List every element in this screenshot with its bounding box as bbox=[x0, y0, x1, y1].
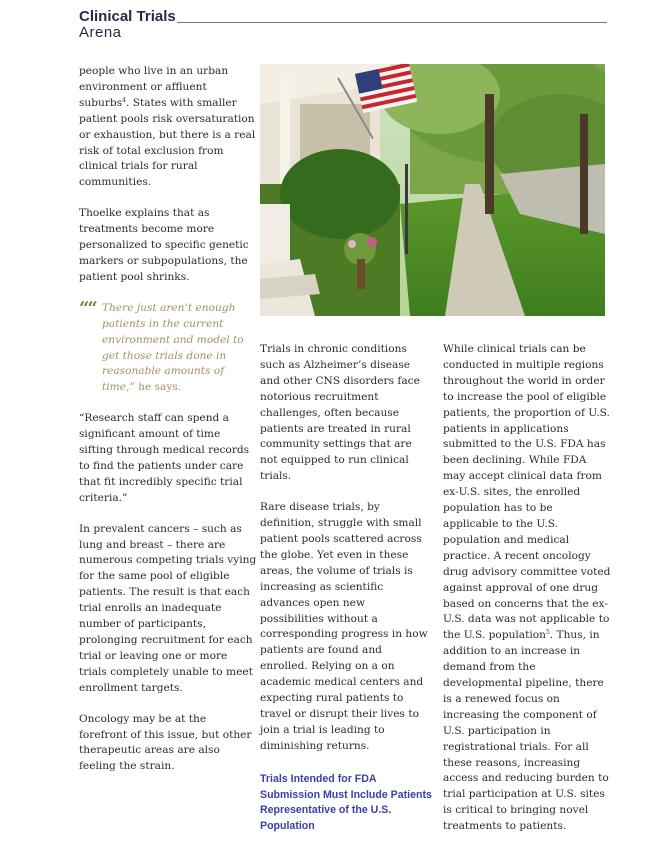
quote-mark-icon: ““ bbox=[79, 297, 96, 319]
article-photo bbox=[260, 64, 605, 316]
paragraph-fda-data bbox=[443, 342, 611, 835]
pull-quote bbox=[79, 297, 257, 396]
paragraph-chronic-conditions: Trials in chronic conditions such as Alzheimer’s disease and other CNS disorders face notorious recruitment challenges, often because patients are treated in rural community settings that are not equipped to run clinical trials. bbox=[260, 343, 420, 483]
flag-porch-sidewalk-photo bbox=[260, 64, 605, 316]
paragraph-thoelke: Thoelke explains that as treatments become more personalized to specific genetic markers or subpopulations, the patient pool shrinks. bbox=[79, 207, 249, 283]
paragraph-text: While clinical trials can be conducted in multiple regions throughout the world in order to increase the pool of eligible patients, the proportion of U.S. patients in applications submitted to the U.S. FDA has been declining. While FDA may accept clinical data from ex-U.S. sites, the enrolled population has to be applicable to the U.S. population and medical practice. A recent oncology drug advisory committee voted against approval of one drug based on concerns that the ex-U.S. data was not applicable to the U.S. population bbox=[443, 343, 611, 642]
paragraph-text: . States with smaller patient pools risk oversaturation or exhaustion, but there is a real risk of total exclusion from clinical trials for rural communities. bbox=[79, 96, 256, 189]
paragraph-text: . Thus, in addition to an increase in demand from the developmental pipeline, there is a renewed focus on increasing the component of U.S. participation in registrational trials. For all these reasons, increasing access and reducing burden to trial participation at U.S. sites is critical to bringing novel treatments to patients. bbox=[443, 629, 609, 833]
paragraph-text: people who live in an urban environment or affluent suburbs bbox=[79, 65, 229, 109]
pull-quote-text: There just aren’t enough patients in the current environment and model to get those trials done in reasonable amounts of time,” bbox=[102, 301, 244, 394]
section-subhead: Trials Intended for FDA Submission Must Include Patients Representative of the U.S. Population bbox=[260, 772, 432, 833]
footnote-ref-5: 5 bbox=[545, 629, 550, 637]
footnote-ref-4: 4 bbox=[122, 96, 126, 104]
masthead-title: Clinical Trials bbox=[79, 8, 176, 25]
column-right bbox=[443, 342, 611, 850]
paragraph-oncology: Oncology may be at the forefront of this issue, but other therapeutic areas are also feeling the strain. bbox=[79, 712, 252, 773]
masthead-rule bbox=[177, 22, 607, 23]
paragraph-research-staff: “Research staff can spend a significant amount of time sifting through medical records to find the patients under care that fit incredibly specific trial criteria.” bbox=[79, 412, 250, 504]
masthead-subtitle: Arena bbox=[79, 24, 122, 41]
paragraph-rare-disease: Rare disease trials, by definition, struggle with small patient pools scattered across the globe. Yet even in these areas, the volume of trials is increasing as scientific advances open new possibilities without a corresponding progress in how patients are found and enrolled. Relying on a on academic medical centers and expecting rural patients to travel or disrupt their lives to join a trial is leading to diminishing returns. bbox=[260, 501, 428, 752]
column-middle bbox=[260, 342, 432, 835]
paragraph-prevalent-cancers: In prevalent cancers – such as lung and breast – there are numerous competing trials vying for the same pool of eligible patients. The result is that each trial enrolls an inadequate number of participants, prolonging recruitment for each trial or leaving one or more trials completely unable to meet enrollment targets. bbox=[79, 522, 257, 694]
paragraph-rural-exclusion bbox=[79, 64, 257, 191]
pull-quote-attribution: he says. bbox=[138, 381, 182, 394]
column-left bbox=[79, 64, 257, 790]
